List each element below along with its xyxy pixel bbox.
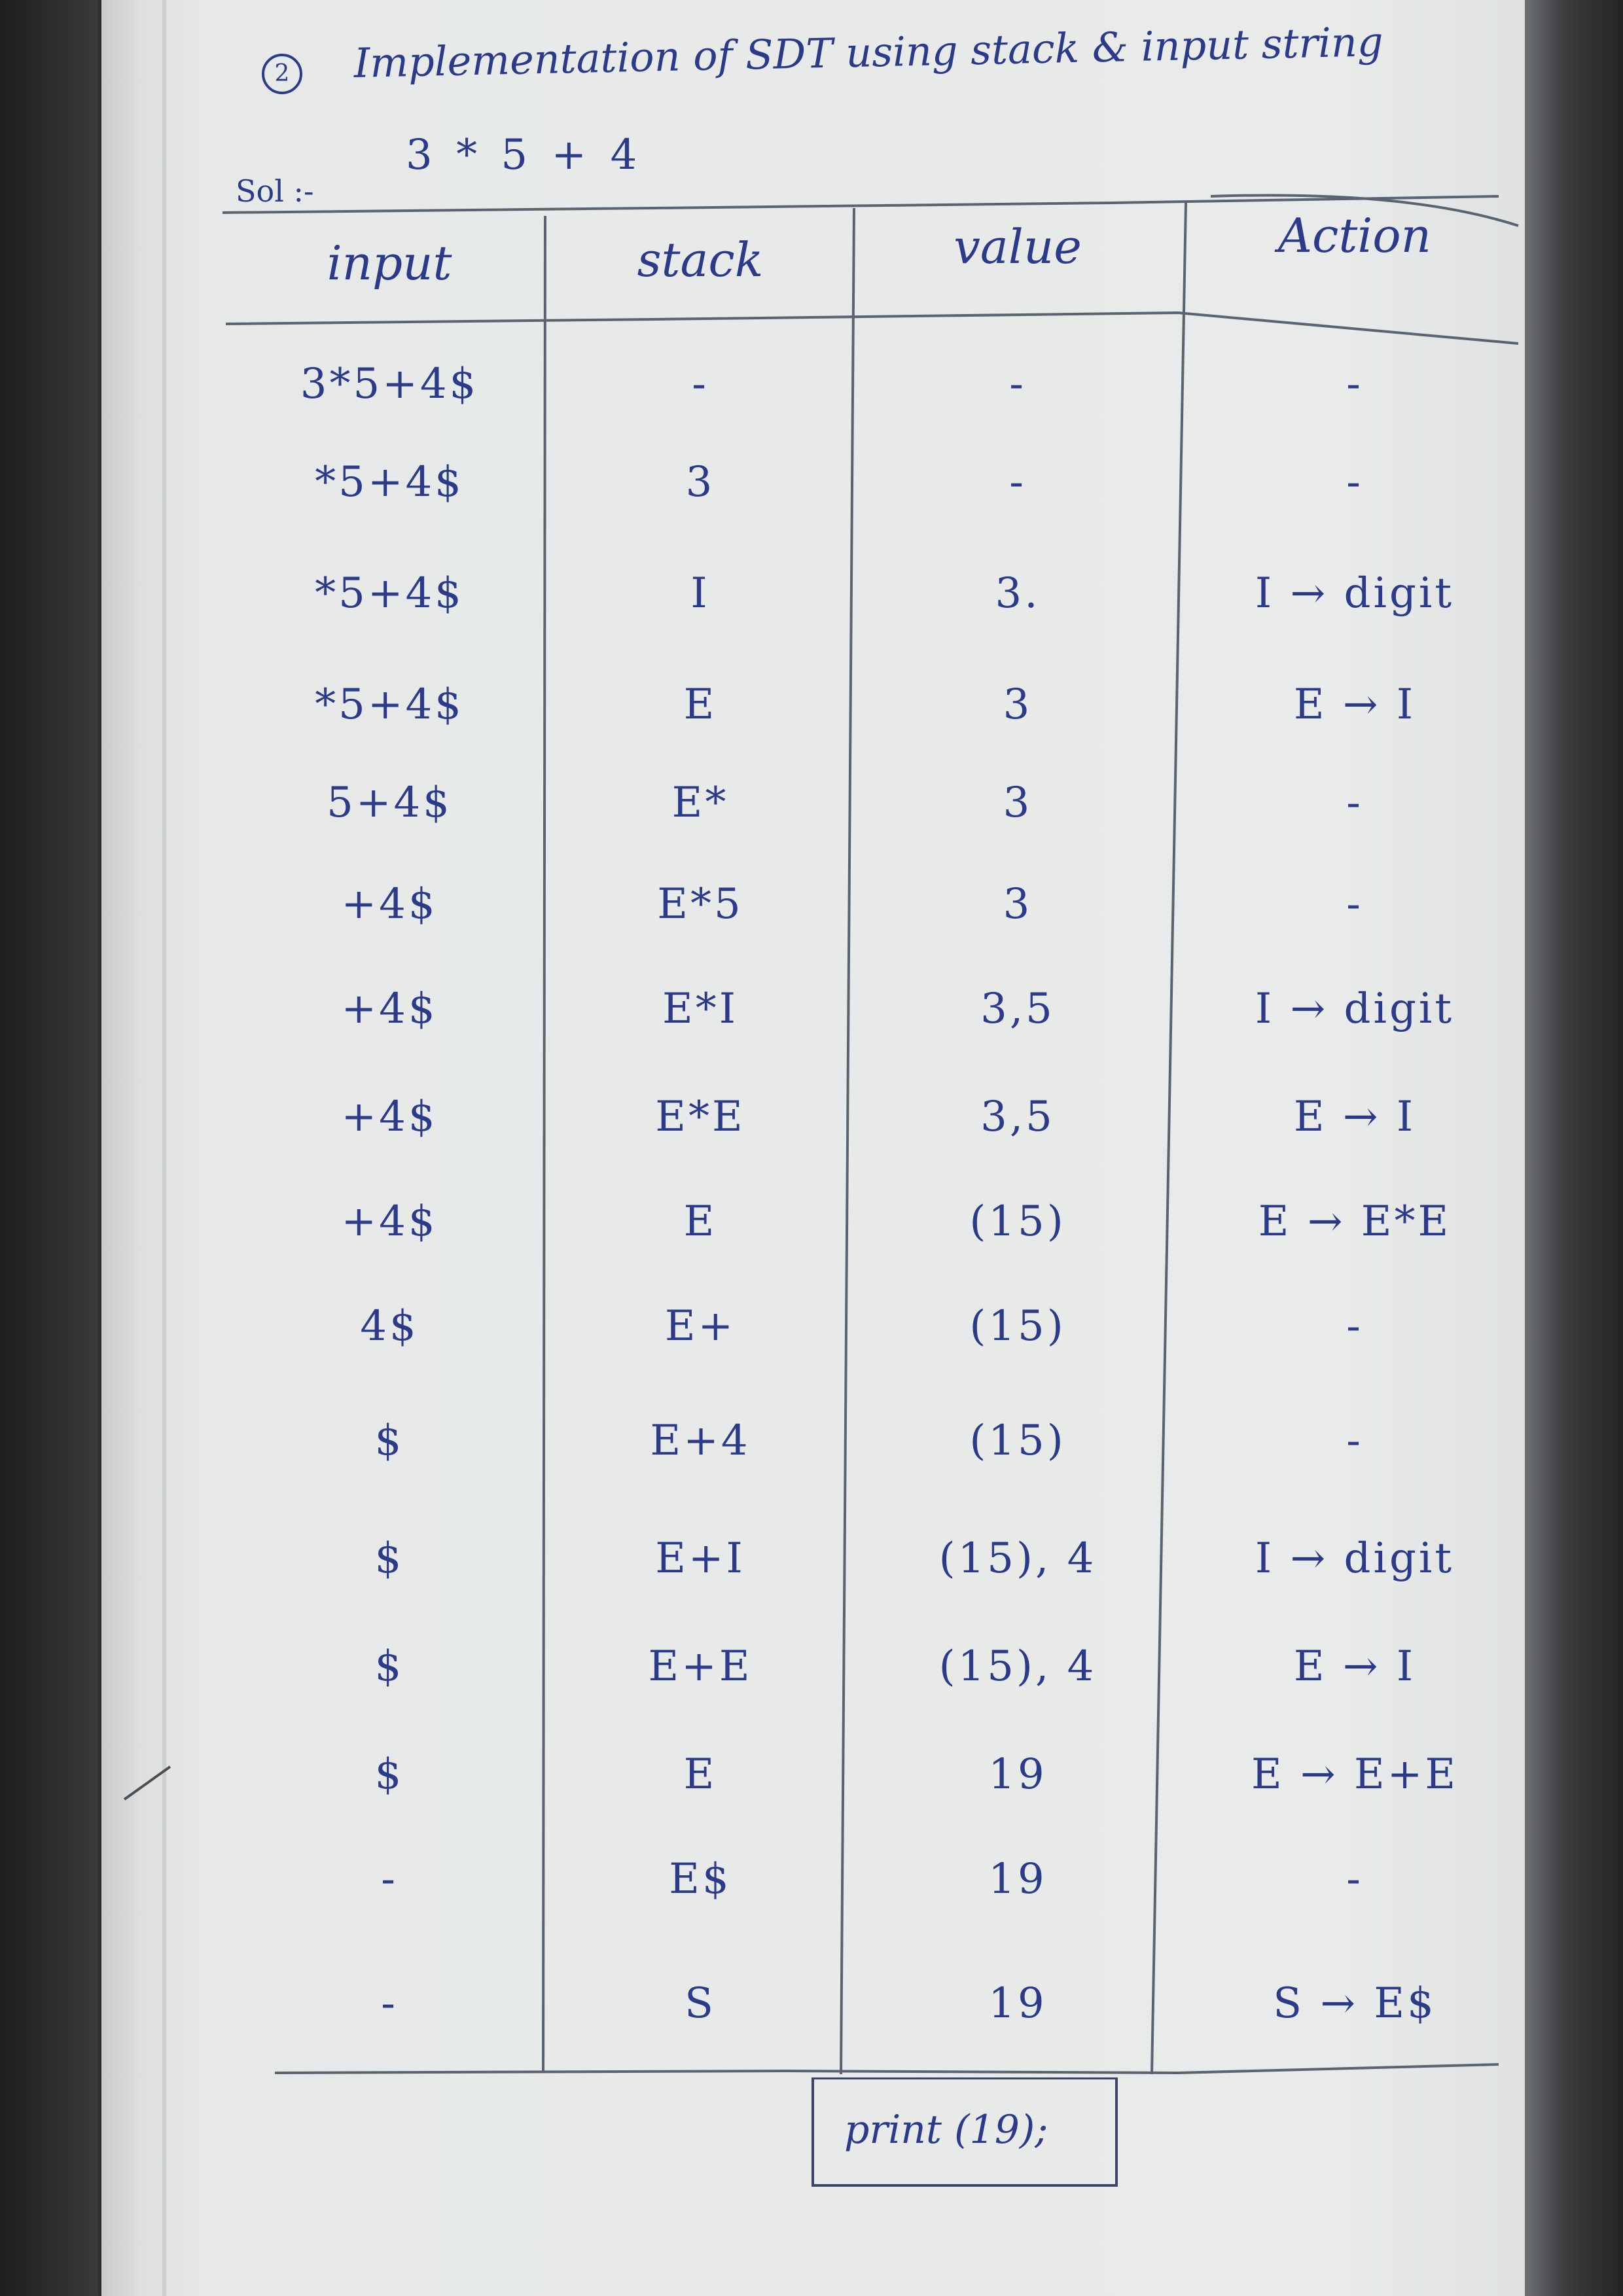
cell-value: 19	[988, 1750, 1047, 1799]
cell-value: 3	[1003, 680, 1033, 729]
cell-value: -	[1009, 360, 1026, 408]
header-action: Action	[1278, 208, 1431, 263]
cell-input: +4$	[341, 1093, 438, 1141]
cell-value: 3.	[995, 569, 1041, 618]
cell-value: 3	[1003, 880, 1033, 928]
solution-mark: Sol :-	[236, 173, 314, 209]
cell-input: +4$	[341, 1197, 438, 1246]
cell-input: $	[374, 1417, 404, 1465]
cell-action: I → digit	[1255, 1534, 1455, 1583]
cell-input: 3*5+4$	[300, 360, 479, 408]
cell-input: *5+4$	[315, 458, 464, 506]
cell-input: -	[381, 1979, 398, 2028]
cell-stack: E+E	[648, 1642, 753, 1691]
cell-stack: E	[683, 1750, 717, 1799]
expression: 3 * 5 + 4	[406, 131, 643, 179]
cell-value: 3,5	[980, 985, 1055, 1033]
cell-stack: -	[692, 360, 709, 408]
cell-value: (15), 4	[938, 1534, 1097, 1583]
cell-action: E → I	[1293, 680, 1416, 729]
cell-value: (15), 4	[938, 1642, 1097, 1691]
cell-action: -	[1346, 458, 1363, 506]
cell-value: (15)	[969, 1197, 1066, 1246]
header-value: value	[954, 219, 1082, 274]
cell-action: -	[1346, 1855, 1363, 1903]
cell-stack: 3	[685, 458, 715, 506]
cell-action: I → digit	[1255, 985, 1455, 1033]
cell-stack: E*E	[655, 1093, 745, 1141]
cell-input: *5+4$	[315, 569, 464, 618]
cell-value: (15)	[969, 1302, 1066, 1351]
cell-input: -	[381, 1855, 398, 1903]
cell-input: +4$	[341, 985, 438, 1033]
cell-input: 5+4$	[327, 779, 452, 827]
cell-stack: E*	[671, 779, 729, 827]
cell-action: -	[1346, 1302, 1363, 1351]
cell-action: -	[1346, 360, 1363, 408]
header-stack: stack	[637, 232, 764, 287]
header-input: input	[327, 236, 452, 291]
cell-stack: E	[683, 1197, 717, 1246]
cell-input: $	[374, 1534, 404, 1583]
cell-action: S → E$	[1273, 1979, 1436, 2028]
cell-stack: E*5	[657, 880, 743, 928]
cell-stack: S	[685, 1979, 716, 2028]
cell-action: E → E+E	[1251, 1750, 1459, 1799]
cell-value: 19	[988, 1979, 1047, 2028]
page-title: Implementation of SDT using stack & input string	[353, 18, 1384, 87]
cell-action: E → I	[1293, 1642, 1416, 1691]
cell-stack: I	[690, 569, 710, 618]
cell-input: +4$	[341, 880, 438, 928]
cell-action: I → digit	[1255, 569, 1455, 618]
cell-stack: E*I	[662, 985, 738, 1033]
cell-input: 4$	[360, 1302, 419, 1351]
cell-action: -	[1346, 880, 1363, 928]
cell-stack: E+4	[650, 1417, 751, 1465]
cell-stack: E+I	[655, 1534, 745, 1583]
cell-action: E → E*E	[1258, 1197, 1452, 1246]
cell-value: -	[1009, 458, 1026, 506]
output-statement: print (19);	[844, 2107, 1048, 2153]
cell-action: -	[1346, 779, 1363, 827]
question-number: 2	[262, 54, 302, 94]
cell-value: (15)	[969, 1417, 1066, 1465]
cell-stack: E+	[664, 1302, 736, 1351]
cell-stack: E	[683, 680, 717, 729]
cell-input: $	[374, 1750, 404, 1799]
cell-value: 3,5	[980, 1093, 1055, 1141]
cell-stack: E$	[669, 1855, 732, 1903]
cell-action: E → I	[1293, 1093, 1416, 1141]
cell-input: *5+4$	[315, 680, 464, 729]
cell-value: 3	[1003, 779, 1033, 827]
cell-action: -	[1346, 1417, 1363, 1465]
cell-input: $	[374, 1642, 404, 1691]
cell-value: 19	[988, 1855, 1047, 1903]
